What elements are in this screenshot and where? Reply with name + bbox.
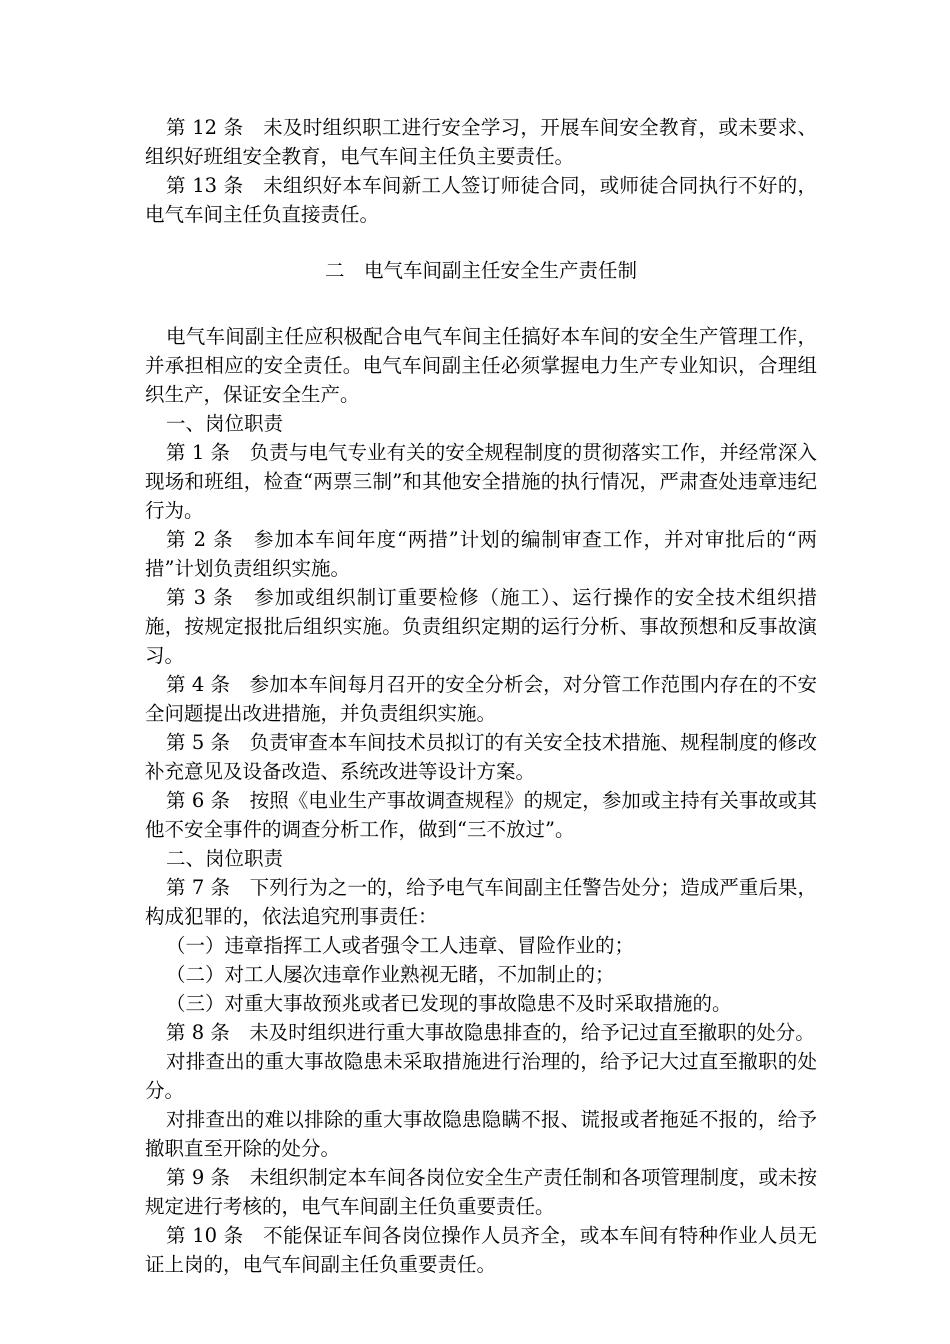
duty-article-6: 第 6 条 按照《电业生产事故调查规程》的规定，参加或主持有关事故或其他不安全事件的调查分析工作，做到“三不放过”。	[145, 789, 817, 841]
penalty-article-10: 第 10 条 不能保证车间各岗位操作人员齐全，或本车间有特种作业人员无证上岗的，电气车间副主任负重要责任。	[145, 1224, 817, 1276]
article-13: 第 13 条 未组织好本车间新工人签订师徒合同，或师徒合同执行不好的，电气车间主任负直接责任。	[145, 174, 817, 226]
penalty-article-9: 第 9 条 未组织制定本车间各岗位安全生产责任制和各项管理制度，或未按规定进行考核的，电气车间副主任负重要责任。	[145, 1166, 817, 1218]
penalty-item-3: （三）对重大事故预兆或者已发现的事故隐患不及时采取措施的。	[166, 992, 732, 1015]
penalty-article-7: 第 7 条 下列行为之一的，给予电气车间副主任警告处分；造成严重后果，构成犯罪的，依法追究刑事责任：	[145, 876, 817, 928]
duty-article-4: 第 4 条 参加本车间每月召开的安全分析会，对分管工作范围内存在的不安全问题提出改进措施，并负责组织实施。	[145, 673, 817, 725]
penalty-item-1: （一）违章指挥工人或者强令工人违章、冒险作业的；	[166, 934, 635, 957]
heading-penalties: 二、岗位职责	[166, 847, 284, 870]
penalty-item-2: （二）对工人屡次违章作业熟视无睹，不加制止的；	[166, 963, 615, 986]
duty-article-5: 第 5 条 负责审查本车间技术员拟订的有关安全技术措施、规程制度的修改补充意见及设备改造、系统改进等设计方案。	[145, 731, 817, 783]
duty-article-1: 第 1 条 负责与电气专业有关的安全规程制度的贯彻落实工作，并经常深入现场和班组，检查“两票三制”和其他安全措施的执行情况，严肃查处违章违纪行为。	[145, 441, 817, 522]
heading-duties: 一、岗位职责	[166, 412, 284, 435]
penalty-article-8-clause-2: 对排查出的重大事故隐患未采取措施进行治理的，给予记大过直至撤职的处分。	[145, 1050, 817, 1102]
article-12: 第 12 条 未及时组织职工进行安全学习，开展车间安全教育，或未要求、组织好班组安全教育，电气车间主任负主要责任。	[145, 116, 817, 168]
document-page	[145, 113, 817, 1279]
penalty-article-8-clause-3: 对排查出的难以排除的重大事故隐患隐瞒不报、谎报或者拖延不报的，给予撤职直至开除的处分。	[145, 1108, 817, 1160]
intro-paragraph: 电气车间副主任应积极配合电气车间主任搞好本车间的安全生产管理工作，并承担相应的安全责任。电气车间副主任必须掌握电力生产专业知识，合理组织生产，保证安全生产。	[145, 325, 817, 406]
duty-article-3: 第 3 条 参加或组织制订重要检修（施工）、运行操作的安全技术组织措施，按规定报批后组织实施。负责组织定期的运行分析、事故预想和反事故演习。	[145, 586, 817, 667]
penalty-article-8: 第 8 条 未及时组织进行重大事故隐患排查的，给予记过直至撤职的处分。	[166, 1021, 815, 1044]
duty-article-2: 第 2 条 参加本车间年度“两措”计划的编制审查工作，并对审批后的“两措”计划负责组织实施。	[145, 528, 817, 580]
section-title: 二 电气车间副主任安全生产责任制	[324, 259, 637, 282]
